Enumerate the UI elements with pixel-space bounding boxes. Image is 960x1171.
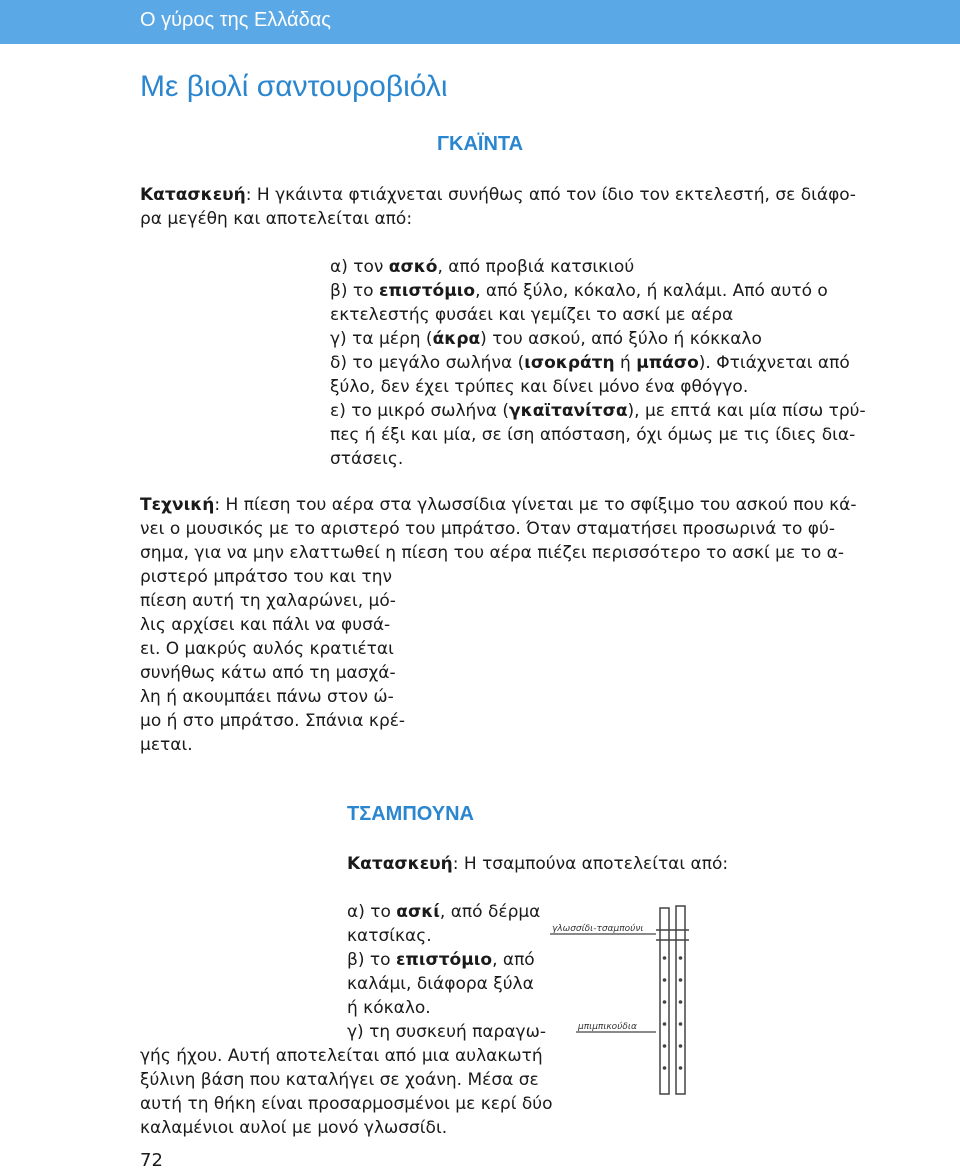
tsampouna-construction-intro: Κατασκευή: Η τσαμπούνα αποτελείται από: [347,854,729,874]
list-item: γ) τη συσκευή παραγω- [347,1022,546,1042]
tsampouna-parts-list: α) το ασκί, από δέρμα κατσίκας. β) το επιστόμιο, από καλάμι, διάφορα ξύλα ή κόκαλο. γ) τη συσκευή παραγω- [347,902,546,1042]
page-title: Με βιολί σαντουροβιόλι [140,70,448,103]
list-item: ε) το μικρό σωλήνα (γκαϊτανίτσα), με επτά και μία πίσω τρύ- [330,401,866,421]
list-item: γ) τα μέρη (άκρα) του ασκού, από ξύλο ή κόκκαλο [330,329,762,349]
list-item: β) το επιστόμιο, από [347,950,535,970]
tsampouna-sound-device-text: γής ήχου. Αυτή αποτελείται από μια αυλακωτή ξύλινη βάση που καταλήγει σε χοάνη. Μέσα σε αυτή τη θήκη είναι προσαρμοσμένοι με κερί δύο καλαμένιοι αυλοί με μονό γλωσσίδι. [140,1046,553,1138]
figure-label-holes: μπιμπικούδια [578,1022,637,1032]
list-item: δ) το μεγάλο σωλήνα (ισοκράτη ή μπάσο). Φτιάχνεται από [330,353,850,373]
list-item: α) το ασκί, από δέρμα [347,902,541,922]
page-number: 72 [140,1150,163,1171]
gaida-construction-intro: Κατασκευή: Η γκάιντα φτιάχνεται συνήθως από τον ίδιο τον εκτελεστή, σε διάφο- ρα μεγέθη και αποτελείται από: [140,185,856,229]
gaida-technique-paragraph: Τεχνική: Η πίεση του αέρα στα γλωσσίδια γίνεται με το σφίξιμο του ασκού που κά- νει ο μουσικός με το αριστερό του μπράτσο. Όταν σταματήσει προσωρινά το φύ- σημα, για να μην ελαττωθεί η πίεση του αέρα πιέζει περισσότερο το ασκί με το α- ριστερό μπράτσο του και την πίεση αυτή τη χαλαρώνει, μό- λις αρχίσει και πάλι να φυσά- ει. Ο μακρύς αυλός κρατιέται συνήθως κάτω από τη μασχά- λη ή ακουμπάει πάνω στον ώ- μο ή στο μπράτσο. Σπάνια κρέ- μεται. [140,495,857,755]
section-title-tsampouna: ΤΣΑΜΠΟΥΝΑ [347,803,474,825]
technique-label: Τεχνική [140,495,215,515]
tsampouna-pipes-drawing [548,900,728,1100]
running-header-title: Ο γύρος της Ελλάδας [140,9,331,31]
tsampouna-pipes-illustration [548,900,728,1100]
construction-label: Κατασκευή [140,185,246,205]
list-item: α) τον ασκό, από προβιά κατσικιού [330,257,635,277]
figure-label-reed: γλωσσίδι-τσαμπούνι [552,924,644,934]
header-bar [0,0,960,44]
gaida-parts-list: α) τον ασκό, από προβιά κατσικιού β) το επιστόμιο, από ξύλο, κόκαλο, ή καλάμι. Από αυτό ο εκτελεστής φυσάει και γεμίζει το ασκί με αέρα γ) τα μέρη (άκρα) του ασκού, από ξύλο ή κόκκαλο δ) το μεγάλο σωλήνα (ισοκράτη ή μπάσο). Φτιάχνεται από ξύλο, δεν έχει τρύπες και δίνει μόνο ένα φθόγγο. ε) το μικρό σωλήνα (γκαϊτανίτσα), με επτά και μία πίσω τρύ- πες ή έξι και μία, σε ίση απόσταση, όχι όμως με τις ίδιες δια- στάσεις. [330,257,866,469]
list-item: β) το επιστόμιο, από ξύλο, κόκαλο, ή καλάμι. Από αυτό ο [330,281,828,301]
construction-label: Κατασκευή [347,854,453,874]
section-title-gaida: ΓΚΑΪΝΤΑ [437,133,524,155]
